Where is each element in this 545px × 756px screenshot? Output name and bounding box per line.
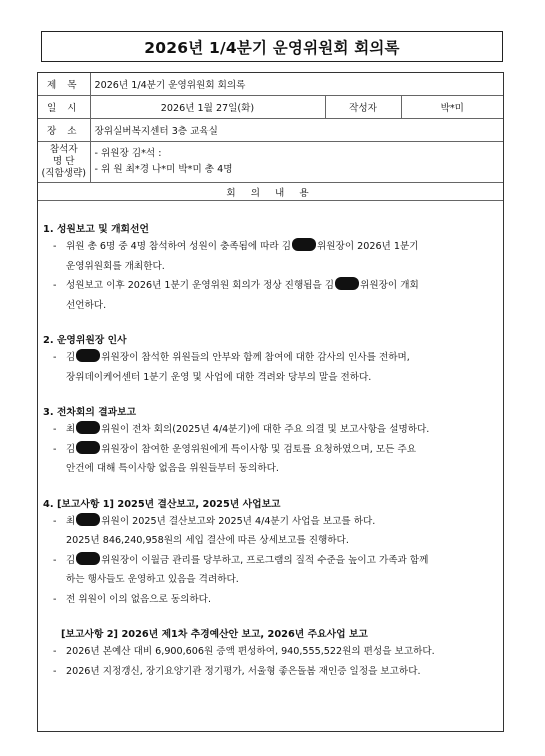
subject-label: 제 목 (38, 73, 90, 96)
item-text: 위원장이 참여한 운영위원에게 특이사항 및 검토를 요청하였으며, 모든 주요 (101, 443, 417, 455)
place-label: 장 소 (38, 119, 90, 142)
section-heading: 2. 운영위원장 인사 (43, 335, 127, 346)
date-value: 2026년 1월 27일(화) (90, 96, 325, 119)
section-heading: 4. [보고사항 1] 2025년 결산보고, 2025년 사업보고 (43, 498, 281, 510)
attendees-value (90, 142, 503, 183)
attendees-label-line: 참석자 (49, 144, 78, 155)
item-text: 위원이 2025년 결산보고와 2025년 4/4분기 사업을 보고를 하다. (101, 515, 376, 527)
item-continuation: 운영위원회를 개최한다. (66, 260, 165, 272)
item-text: 김 (66, 554, 76, 566)
item-text: 위원이 전차 회의(2025년 4/4분기)에 대한 주요 의결 및 보고사항을 설명하다. (101, 424, 430, 435)
item-text: 김 (66, 443, 76, 455)
redaction-mark (76, 552, 100, 565)
bullet-dash: - (53, 665, 57, 677)
item-continuation: 안건에 대해 특이사항 없음을 위원들부터 동의하다. (66, 463, 279, 474)
attendee-chair: - 위원장 김*석 : (94, 148, 162, 159)
item-text: 2026년 지정갱신, 장기요양기관 정기평가, 서울형 좋은돌봄 재인증 일정을 보고하다. (66, 665, 421, 677)
author-label: 작성자 (325, 96, 401, 119)
info-table (38, 73, 503, 201)
place-value: 장위실버복지센터 3층 교육실 (90, 119, 503, 142)
bullet-dash: - (53, 515, 57, 527)
subject-value: 2026년 1/4분기 운영위원회 회의록 (90, 73, 503, 96)
attendees-label (38, 142, 90, 183)
item-text: 위원장이 2026년 1분기 (317, 241, 419, 252)
list-item (43, 642, 497, 662)
item-continuation: 2025년 846,240,958원의 세입 결산에 따른 상세보고를 진행하다. (66, 535, 349, 546)
section-heading: [보고사항 2] 2026년 제1차 추경예산안 보고, 2026년 주요사업 보고 (61, 629, 368, 640)
item-continuation: 하는 행사들도 운영하고 있음을 격려하다. (66, 574, 239, 585)
item-text: 위원장이 개회 (360, 280, 419, 291)
list-item (43, 662, 497, 682)
section-heading: 1. 성원보고 및 개회선언 (43, 224, 149, 235)
item-continuation: 선언하다. (66, 299, 107, 311)
list-item (43, 590, 497, 610)
bullet-dash: - (53, 352, 57, 363)
list-item (43, 551, 497, 571)
redaction-mark (335, 277, 359, 290)
item-text: 최 (66, 515, 76, 527)
place-row (38, 119, 503, 142)
bullet-dash: - (53, 554, 57, 566)
item-text: 위원장이 참석한 위원들의 안부와 함께 참여에 대한 감사의 인사를 전하며, (101, 352, 410, 363)
redaction-mark (76, 349, 100, 362)
item-continuation: 장위데이케어센터 1분기 운영 및 사업에 대한 격려와 당부의 말을 전하다. (66, 371, 372, 383)
bullet-dash: - (53, 443, 57, 455)
list-item (43, 440, 497, 460)
item-text: 위원 총 6명 중 4명 참석하여 성원이 충족됨에 따라 김 (66, 241, 292, 252)
minutes-header-row (38, 183, 503, 201)
redaction-mark (76, 421, 100, 434)
subject-row (38, 73, 503, 96)
list-item (43, 276, 497, 296)
bullet-dash: - (53, 593, 57, 605)
bullet-dash: - (53, 280, 57, 291)
date-label: 일 시 (38, 96, 90, 119)
author-value: 박*미 (401, 96, 503, 119)
redaction-mark (292, 238, 316, 251)
item-text: 전 위원이 이의 없음으로 동의하다. (66, 593, 211, 605)
minutes-header: 회 의 내 용 (38, 183, 503, 201)
item-text: 위원장이 이월금 관리를 당부하고, 프로그램의 질적 수준을 높이고 가족과 함께 (101, 554, 429, 566)
bullet-dash: - (53, 424, 57, 435)
minutes-frame (37, 72, 504, 732)
document-title: 2026년 1/4분기 운영위원회 회의록 (41, 31, 503, 62)
date-row (38, 96, 503, 119)
bullet-dash: - (53, 241, 57, 252)
attendees-label-line: 명 단 (52, 156, 75, 167)
attendees-row (38, 142, 503, 183)
list-item (43, 348, 497, 368)
item-text: 2026년 본예산 대비 6,900,606원 증액 편성하여, 940,555,522원의 편성을 보고하다. (66, 646, 435, 657)
list-item (43, 237, 497, 257)
list-item (43, 512, 497, 532)
attendee-members: - 위 원 최*경 나*미 박*미 총 4명 (94, 164, 233, 175)
attendees-label-line: (직함생략) (41, 168, 87, 179)
minutes-body (38, 206, 503, 681)
list-item (43, 420, 497, 440)
item-text: 성원보고 이후 2026년 1분기 운영위원 회의가 정상 진행됨을 김 (66, 280, 335, 291)
redaction-mark (76, 441, 100, 454)
redaction-mark (76, 513, 100, 526)
item-text: 김 (66, 352, 76, 363)
section-heading: 3. 전차회의 결과보고 (43, 407, 137, 418)
item-text: 최 (66, 424, 76, 435)
bullet-dash: - (53, 646, 57, 657)
